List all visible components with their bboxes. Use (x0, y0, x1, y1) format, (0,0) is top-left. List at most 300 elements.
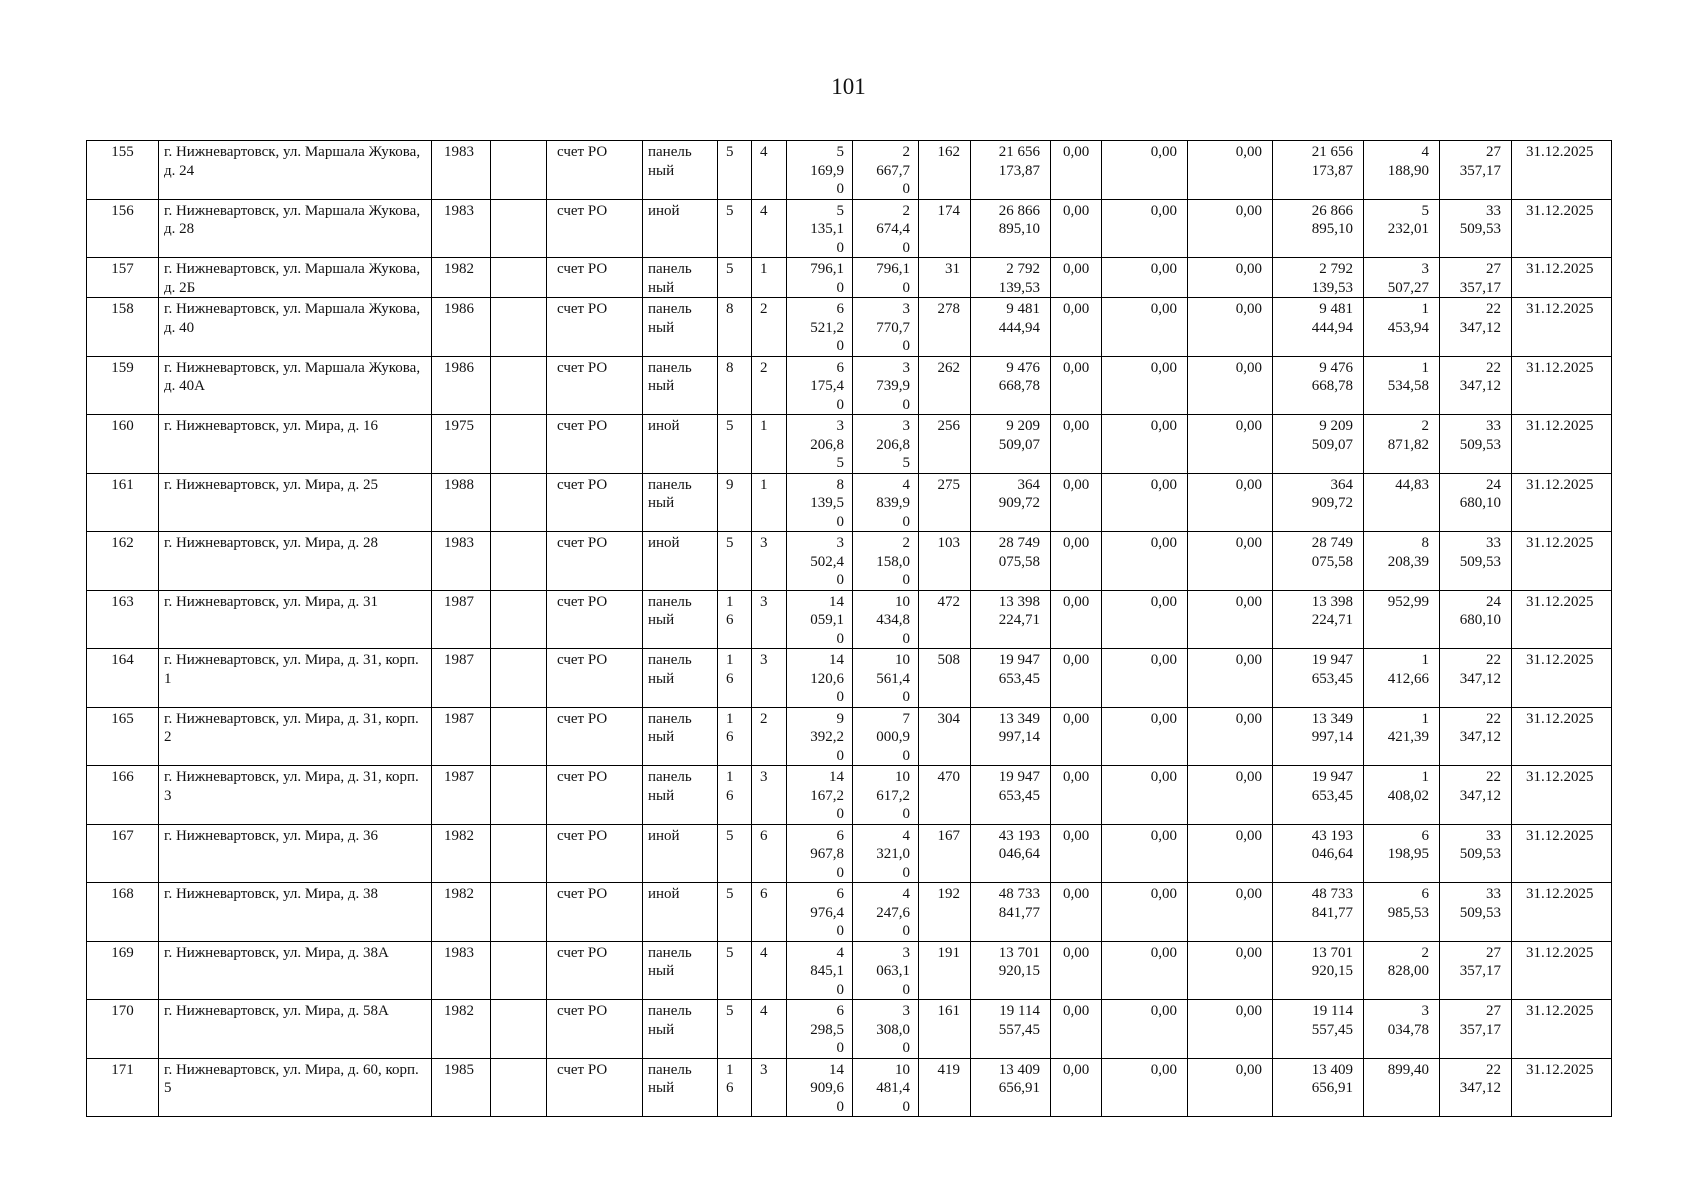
total-area-cell-text: 5 169,9 0 (810, 144, 844, 197)
year-cell (432, 1000, 491, 1059)
year-cell (432, 824, 491, 883)
completion-date-cell-text: 31.12.2025 (1526, 1061, 1594, 1078)
blank-cell (491, 766, 547, 825)
fund-value-3-cell (1188, 141, 1273, 200)
residents-cell (919, 707, 971, 766)
completion-date-cell-text: 31.12.2025 (1526, 944, 1594, 961)
fund-value-3-cell (1188, 199, 1273, 258)
living-area-cell-text: 3 063,1 0 (876, 944, 910, 998)
unit-cost-cell-text: 1 408,02 (1387, 769, 1429, 804)
total-cost-cell (971, 766, 1051, 825)
owners-cost-cell-text: 48 733 841,77 (1311, 886, 1353, 921)
row-number-text: 161 (111, 476, 134, 493)
limit-cost-cell (1440, 199, 1512, 258)
floors-cell (718, 707, 752, 766)
fund-value-3-cell (1188, 473, 1273, 532)
fund-method-cell-text: счет РО (557, 301, 608, 317)
residents-cell-text: 508 (937, 652, 960, 668)
unit-cost-cell-text: 6 198,95 (1387, 827, 1429, 862)
floors-cell (718, 258, 752, 298)
fund-value-1-cell-text: 0,00 (1063, 144, 1090, 160)
blank-cell (491, 356, 547, 415)
table-row (87, 1058, 1612, 1117)
owners-cost-cell (1273, 141, 1364, 200)
fund-method-cell (547, 824, 643, 883)
address-cell (159, 298, 432, 357)
residents-cell (919, 356, 971, 415)
wall-material-cell (643, 415, 718, 474)
entrances-cell (752, 356, 787, 415)
total-area-cell (787, 707, 853, 766)
fund-value-3-cell-text: 0,00 (1235, 144, 1262, 160)
table-row (87, 532, 1612, 591)
residents-cell-text: 192 (937, 886, 960, 902)
wall-material-cell-text: панель ный (648, 359, 692, 394)
wall-material-cell-text: панель ный (648, 652, 692, 687)
floors-cell-text: 5 (726, 202, 734, 219)
completion-date-cell-text: 31.12.2025 (1526, 1003, 1594, 1019)
owners-cost-cell-text: 2 792 139,53 (1311, 261, 1353, 296)
fund-value-3-cell (1188, 415, 1273, 474)
floors-cell (718, 824, 752, 883)
owners-cost-cell (1273, 883, 1364, 942)
blank-cell (491, 1000, 547, 1059)
fund-method-cell-text: счет РО (557, 886, 608, 902)
fund-value-2-cell-text: 0,00 (1150, 710, 1177, 727)
fund-value-1-cell-text: 0,00 (1063, 827, 1090, 844)
fund-value-2-cell-text: 0,00 (1150, 827, 1177, 844)
year-cell-text: 1983 (444, 202, 474, 219)
address-cell (159, 415, 432, 474)
address-cell-text: г. Нижневартовск, ул. Мира, д. 38А (164, 944, 389, 961)
total-cost-cell-text: 48 733 841,77 (998, 886, 1040, 921)
floors-cell-text: 1 6 (726, 1061, 734, 1096)
year-cell (432, 1058, 491, 1117)
table-row (87, 941, 1612, 1000)
total-cost-cell-text: 19 947 653,45 (998, 769, 1040, 804)
year-cell (432, 141, 491, 200)
year-cell-text: 1975 (444, 418, 474, 434)
total-cost-cell (971, 356, 1051, 415)
total-cost-cell-text: 13 349 997,14 (998, 710, 1040, 745)
living-area-cell (853, 649, 919, 708)
fund-value-3-cell (1188, 883, 1273, 942)
fund-method-cell (547, 707, 643, 766)
fund-value-1-cell (1051, 298, 1102, 357)
limit-cost-cell (1440, 590, 1512, 649)
unit-cost-cell-text: 5 232,01 (1387, 202, 1429, 237)
living-area-cell (853, 766, 919, 825)
table-row (87, 590, 1612, 649)
floors-cell-text: 5 (726, 535, 734, 551)
entrances-cell-text: 6 (760, 886, 768, 902)
fund-value-1-cell-text: 0,00 (1063, 710, 1090, 727)
fund-value-2-cell (1102, 532, 1188, 591)
wall-material-cell (643, 766, 718, 825)
total-area-cell-text: 5 135,1 0 (810, 202, 844, 256)
owners-cost-cell (1273, 415, 1364, 474)
wall-material-cell-text: иной (648, 535, 680, 551)
row-number-text: 165 (111, 710, 134, 727)
completion-date-cell-text: 31.12.2025 (1526, 418, 1594, 434)
row-number (87, 941, 159, 1000)
living-area-cell-text: 4 321,0 0 (876, 827, 910, 881)
living-area-cell-text: 4 839,9 0 (876, 476, 910, 530)
entrances-cell (752, 707, 787, 766)
row-number (87, 1000, 159, 1059)
address-cell (159, 883, 432, 942)
total-area-cell (787, 1058, 853, 1117)
residents-cell (919, 1058, 971, 1117)
completion-date-cell-text: 31.12.2025 (1526, 886, 1594, 902)
entrances-cell (752, 883, 787, 942)
owners-cost-cell (1273, 766, 1364, 825)
total-area-cell-text: 14 059,1 0 (810, 593, 844, 647)
fund-value-1-cell-text: 0,00 (1063, 944, 1090, 961)
floors-cell (718, 473, 752, 532)
total-cost-cell-text: 2 792 139,53 (998, 261, 1040, 296)
total-cost-cell (971, 141, 1051, 200)
total-area-cell (787, 298, 853, 357)
year-cell-text: 1983 (444, 144, 474, 160)
fund-value-1-cell (1051, 824, 1102, 883)
year-cell (432, 473, 491, 532)
entrances-cell (752, 824, 787, 883)
completion-date-cell (1512, 532, 1612, 591)
floors-cell (718, 199, 752, 258)
total-area-cell-text: 9 392,2 0 (810, 710, 844, 764)
fund-method-cell-text: счет РО (557, 261, 608, 277)
living-area-cell (853, 1000, 919, 1059)
fund-value-2-cell (1102, 590, 1188, 649)
fund-value-3-cell-text: 0,00 (1235, 944, 1262, 961)
fund-method-cell-text: счет РО (557, 144, 608, 160)
owners-cost-cell-text: 13 398 224,71 (1311, 593, 1353, 628)
fund-value-1-cell-text: 0,00 (1063, 593, 1090, 610)
unit-cost-cell-text: 1 412,66 (1387, 652, 1429, 687)
table-row (87, 766, 1612, 825)
unit-cost-cell (1364, 415, 1440, 474)
blank-cell (491, 590, 547, 649)
completion-date-cell (1512, 649, 1612, 708)
fund-value-2-cell-text: 0,00 (1150, 476, 1177, 493)
fund-value-3-cell-text: 0,00 (1235, 418, 1262, 434)
table-row (87, 824, 1612, 883)
residents-cell-text: 278 (937, 301, 960, 317)
living-area-cell-text: 3 739,9 0 (876, 359, 910, 413)
row-number (87, 766, 159, 825)
wall-material-cell (643, 298, 718, 357)
living-area-cell-text: 10 481,4 0 (876, 1061, 910, 1115)
blank-cell (491, 141, 547, 200)
unit-cost-cell (1364, 883, 1440, 942)
completion-date-cell (1512, 298, 1612, 357)
year-cell-text: 1987 (444, 652, 474, 668)
floors-cell (718, 1058, 752, 1117)
living-area-cell-text: 796,1 0 (876, 261, 910, 296)
row-number (87, 415, 159, 474)
unit-cost-cell (1364, 824, 1440, 883)
total-cost-cell (971, 883, 1051, 942)
blank-cell (491, 707, 547, 766)
total-area-cell-text: 3 502,4 0 (810, 535, 844, 588)
wall-material-cell (643, 356, 718, 415)
fund-value-2-cell-text: 0,00 (1150, 144, 1177, 160)
owners-cost-cell-text: 13 349 997,14 (1311, 710, 1353, 745)
entrances-cell-text: 6 (760, 827, 768, 844)
row-number-text: 170 (111, 1003, 134, 1019)
total-area-cell-text: 6 298,5 0 (810, 1003, 844, 1056)
year-cell (432, 941, 491, 1000)
completion-date-cell-text: 31.12.2025 (1526, 301, 1594, 317)
floors-cell-text: 9 (726, 476, 734, 493)
floors-cell-text: 5 (726, 261, 734, 277)
blank-cell (491, 258, 547, 298)
limit-cost-cell (1440, 415, 1512, 474)
floors-cell (718, 356, 752, 415)
unit-cost-cell-text: 1 421,39 (1387, 710, 1429, 745)
entrances-cell (752, 199, 787, 258)
fund-value-2-cell (1102, 766, 1188, 825)
fund-value-2-cell (1102, 258, 1188, 298)
row-number-text: 158 (111, 301, 134, 317)
fund-method-cell-text: счет РО (557, 593, 608, 610)
unit-cost-cell (1364, 1000, 1440, 1059)
living-area-cell-text: 2 158,0 0 (876, 535, 910, 588)
fund-value-3-cell (1188, 766, 1273, 825)
total-area-cell-text: 14 120,6 0 (810, 652, 844, 705)
fund-method-cell (547, 141, 643, 200)
fund-value-1-cell-text: 0,00 (1063, 301, 1090, 317)
completion-date-cell (1512, 766, 1612, 825)
blank-cell (491, 473, 547, 532)
fund-method-cell (547, 298, 643, 357)
fund-value-1-cell (1051, 199, 1102, 258)
fund-value-2-cell (1102, 1000, 1188, 1059)
completion-date-cell (1512, 1000, 1612, 1059)
unit-cost-cell (1364, 356, 1440, 415)
entrances-cell-text: 4 (760, 1003, 768, 1019)
year-cell-text: 1983 (444, 944, 474, 961)
total-cost-cell-text: 9 476 668,78 (998, 359, 1040, 394)
blank-cell (491, 824, 547, 883)
address-cell-text: г. Нижневартовск, ул. Маршала Жукова, д. 24 (164, 144, 421, 179)
wall-material-cell-text: панель ный (648, 1061, 692, 1096)
row-number-text: 164 (111, 652, 134, 668)
blank-cell (491, 941, 547, 1000)
limit-cost-cell (1440, 258, 1512, 298)
limit-cost-cell-text: 33 509,53 (1459, 418, 1501, 453)
wall-material-cell-text: панель ный (648, 301, 692, 336)
unit-cost-cell (1364, 199, 1440, 258)
total-cost-cell-text: 19 947 653,45 (998, 652, 1040, 687)
entrances-cell-text: 3 (760, 535, 768, 551)
living-area-cell-text: 2 667,7 0 (876, 144, 910, 197)
owners-cost-cell (1273, 941, 1364, 1000)
residents-cell (919, 824, 971, 883)
living-area-cell (853, 473, 919, 532)
total-cost-cell-text: 21 656 173,87 (998, 144, 1040, 179)
wall-material-cell-text: панель ный (648, 710, 692, 745)
limit-cost-cell (1440, 298, 1512, 357)
total-area-cell (787, 649, 853, 708)
table-row (87, 473, 1612, 532)
limit-cost-cell (1440, 883, 1512, 942)
entrances-cell-text: 2 (760, 359, 768, 376)
address-cell-text: г. Нижневартовск, ул. Мира, д. 38 (164, 886, 378, 902)
residents-cell-text: 304 (937, 710, 960, 727)
year-cell (432, 199, 491, 258)
fund-value-2-cell-text: 0,00 (1150, 301, 1177, 317)
unit-cost-cell-text: 2 871,82 (1387, 418, 1429, 453)
fund-value-3-cell (1188, 941, 1273, 1000)
year-cell (432, 707, 491, 766)
total-area-cell-text: 6 976,4 0 (810, 886, 844, 939)
completion-date-cell (1512, 941, 1612, 1000)
wall-material-cell (643, 199, 718, 258)
blank-cell (491, 532, 547, 591)
completion-date-cell (1512, 141, 1612, 200)
residents-cell-text: 472 (937, 593, 960, 610)
wall-material-cell-text: панель ный (648, 944, 692, 979)
total-area-cell (787, 258, 853, 298)
total-area-cell-text: 8 139,5 0 (810, 476, 844, 530)
entrances-cell-text: 4 (760, 202, 768, 219)
fund-value-1-cell (1051, 707, 1102, 766)
total-cost-cell-text: 19 114 557,45 (998, 1003, 1040, 1038)
fund-value-3-cell (1188, 356, 1273, 415)
row-number (87, 141, 159, 200)
entrances-cell-text: 3 (760, 769, 768, 785)
limit-cost-cell-text: 22 347,12 (1459, 769, 1501, 804)
row-number-text: 168 (111, 886, 134, 902)
row-number (87, 532, 159, 591)
row-number-text: 166 (111, 769, 134, 785)
wall-material-cell-text: панель ный (648, 476, 692, 511)
owners-cost-cell-text: 19 947 653,45 (1311, 652, 1353, 687)
owners-cost-cell (1273, 532, 1364, 591)
unit-cost-cell-text: 6 985,53 (1387, 886, 1429, 921)
residents-cell-text: 191 (937, 944, 960, 961)
floors-cell (718, 766, 752, 825)
year-cell (432, 590, 491, 649)
owners-cost-cell-text: 19 114 557,45 (1311, 1003, 1353, 1038)
limit-cost-cell-text: 22 347,12 (1459, 1061, 1501, 1096)
fund-value-1-cell-text: 0,00 (1063, 261, 1090, 277)
living-area-cell-text: 4 247,6 0 (876, 886, 910, 939)
owners-cost-cell-text: 13 409 656,91 (1311, 1061, 1353, 1096)
fund-method-cell-text: счет РО (557, 944, 608, 961)
owners-cost-cell (1273, 258, 1364, 298)
limit-cost-cell (1440, 356, 1512, 415)
living-area-cell (853, 824, 919, 883)
fund-value-1-cell-text: 0,00 (1063, 769, 1090, 785)
fund-value-2-cell (1102, 298, 1188, 357)
year-cell-text: 1987 (444, 710, 474, 727)
fund-method-cell-text: счет РО (557, 710, 608, 727)
fund-value-1-cell-text: 0,00 (1063, 1003, 1090, 1019)
limit-cost-cell-text: 24 680,10 (1459, 476, 1501, 511)
fund-value-3-cell-text: 0,00 (1235, 827, 1262, 844)
completion-date-cell-text: 31.12.2025 (1526, 261, 1594, 277)
fund-value-2-cell-text: 0,00 (1150, 769, 1177, 785)
wall-material-cell-text: панель ный (648, 593, 692, 628)
address-cell (159, 707, 432, 766)
total-cost-cell (971, 941, 1051, 1000)
year-cell-text: 1987 (444, 769, 474, 785)
total-cost-cell-text: 26 866 895,10 (998, 202, 1040, 237)
fund-value-3-cell (1188, 707, 1273, 766)
fund-value-1-cell (1051, 532, 1102, 591)
owners-cost-cell-text: 9 476 668,78 (1311, 359, 1353, 394)
address-cell (159, 532, 432, 591)
unit-cost-cell-text: 4 188,90 (1387, 144, 1429, 179)
limit-cost-cell (1440, 1058, 1512, 1117)
limit-cost-cell-text: 22 347,12 (1459, 652, 1501, 687)
living-area-cell-text: 10 434,8 0 (876, 593, 910, 647)
table-row (87, 1000, 1612, 1059)
address-cell-text: г. Нижневартовск, ул. Мира, д. 36 (164, 827, 378, 844)
limit-cost-cell-text: 33 509,53 (1459, 535, 1501, 570)
year-cell-text: 1988 (444, 476, 474, 493)
completion-date-cell-text: 31.12.2025 (1526, 359, 1594, 376)
wall-material-cell-text: иной (648, 418, 680, 434)
total-cost-cell (971, 199, 1051, 258)
fund-value-3-cell (1188, 1000, 1273, 1059)
table-row (87, 649, 1612, 708)
fund-method-cell-text: счет РО (557, 652, 608, 668)
total-cost-cell (971, 707, 1051, 766)
entrances-cell (752, 941, 787, 1000)
row-number-text: 159 (111, 359, 134, 376)
limit-cost-cell (1440, 707, 1512, 766)
living-area-cell (853, 590, 919, 649)
floors-cell-text: 1 6 (726, 710, 734, 745)
residents-cell (919, 415, 971, 474)
year-cell-text: 1985 (444, 1061, 474, 1078)
fund-method-cell (547, 258, 643, 298)
living-area-cell (853, 141, 919, 200)
entrances-cell-text: 3 (760, 593, 768, 610)
unit-cost-cell (1364, 258, 1440, 298)
fund-method-cell-text: счет РО (557, 476, 608, 493)
unit-cost-cell-text: 1 534,58 (1387, 359, 1429, 394)
row-number (87, 473, 159, 532)
fund-value-1-cell (1051, 258, 1102, 298)
blank-cell (491, 649, 547, 708)
fund-value-2-cell (1102, 649, 1188, 708)
row-number-text: 171 (111, 1061, 134, 1078)
fund-value-1-cell-text: 0,00 (1063, 1061, 1090, 1078)
fund-method-cell (547, 1058, 643, 1117)
floors-cell-text: 5 (726, 144, 734, 160)
total-area-cell (787, 1000, 853, 1059)
fund-method-cell (547, 473, 643, 532)
completion-date-cell-text: 31.12.2025 (1526, 535, 1594, 551)
fund-value-3-cell-text: 0,00 (1235, 535, 1262, 551)
address-cell (159, 649, 432, 708)
fund-value-2-cell-text: 0,00 (1150, 418, 1177, 434)
fund-method-cell-text: счет РО (557, 1061, 608, 1078)
fund-method-cell (547, 766, 643, 825)
fund-value-3-cell-text: 0,00 (1235, 476, 1262, 493)
limit-cost-cell (1440, 941, 1512, 1000)
completion-date-cell (1512, 415, 1612, 474)
address-cell-text: г. Нижневартовск, ул. Маршала Жукова, д. 28 (164, 202, 421, 237)
fund-value-1-cell-text: 0,00 (1063, 652, 1090, 668)
entrances-cell-text: 3 (760, 652, 768, 668)
residents-cell (919, 298, 971, 357)
